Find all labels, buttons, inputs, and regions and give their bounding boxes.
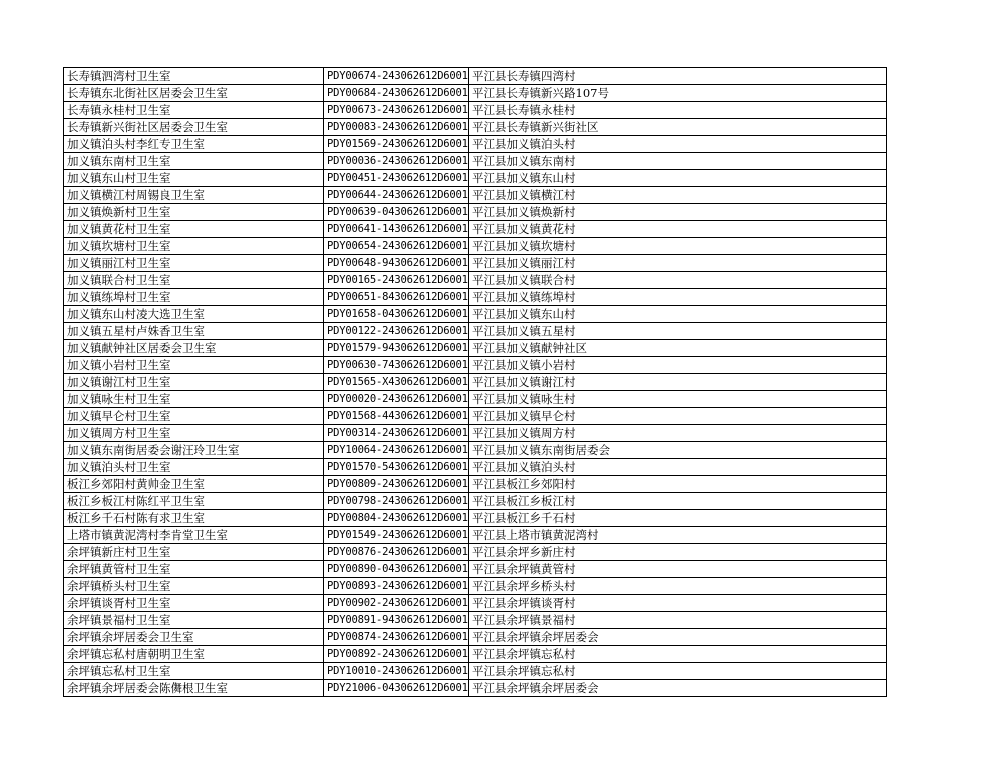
license-code-cell: PDY00891-943062612D6001 bbox=[324, 612, 469, 629]
table-row bbox=[64, 612, 887, 629]
license-code-cell: PDY00684-243062612D6001 bbox=[324, 85, 469, 102]
table-body bbox=[64, 68, 887, 697]
table-row bbox=[64, 680, 887, 697]
address-cell: 平江县加义镇东南村 bbox=[469, 153, 887, 170]
license-code-cell: PDY00648-943062612D6001 bbox=[324, 255, 469, 272]
address-cell: 平江县余坪乡新庄村 bbox=[469, 544, 887, 561]
address-cell: 平江县余坪镇余坪居委会 bbox=[469, 680, 887, 697]
clinic-name-cell: 加义镇东山村凌大选卫生室 bbox=[64, 306, 324, 323]
address-cell: 平江县余坪乡桥头村 bbox=[469, 578, 887, 595]
address-cell: 平江县加义镇横江村 bbox=[469, 187, 887, 204]
address-cell: 平江县加义镇坎塘村 bbox=[469, 238, 887, 255]
clinic-name-cell: 加义镇练埠村卫生室 bbox=[64, 289, 324, 306]
address-cell: 平江县板江乡郊阳村 bbox=[469, 476, 887, 493]
table-row bbox=[64, 476, 887, 493]
table-row bbox=[64, 153, 887, 170]
license-code-cell: PDY00674-243062612D6001 bbox=[324, 68, 469, 85]
table-row bbox=[64, 204, 887, 221]
license-code-cell: PDY10010-243062612D6001 bbox=[324, 663, 469, 680]
clinic-name-cell: 加义镇泊头村李红专卫生室 bbox=[64, 136, 324, 153]
clinic-name-cell: 余坪镇余坪居委会陈儛根卫生室 bbox=[64, 680, 324, 697]
address-cell: 平江县余坪镇谈胥村 bbox=[469, 595, 887, 612]
license-code-cell: PDY01569-243062612D6001 bbox=[324, 136, 469, 153]
address-cell: 平江县加义镇咏生村 bbox=[469, 391, 887, 408]
table-row bbox=[64, 578, 887, 595]
license-code-cell: PDY00641-143062612D6001 bbox=[324, 221, 469, 238]
table-row bbox=[64, 238, 887, 255]
table-row bbox=[64, 340, 887, 357]
clinic-name-cell: 加义镇黄花村卫生室 bbox=[64, 221, 324, 238]
address-cell: 平江县加义镇谢江村 bbox=[469, 374, 887, 391]
address-cell: 平江县加义镇东山村 bbox=[469, 306, 887, 323]
address-cell: 平江县加义镇东南街居委会 bbox=[469, 442, 887, 459]
table-row bbox=[64, 170, 887, 187]
address-cell: 平江县加义镇泊头村 bbox=[469, 136, 887, 153]
clinic-name-cell: 板江乡千石村陈有求卫生室 bbox=[64, 510, 324, 527]
table-row bbox=[64, 357, 887, 374]
table-row bbox=[64, 374, 887, 391]
license-code-cell: PDY00639-043062612D6001 bbox=[324, 204, 469, 221]
table-row bbox=[64, 493, 887, 510]
table-row bbox=[64, 561, 887, 578]
license-code-cell: PDY00165-243062612D6001 bbox=[324, 272, 469, 289]
table-row bbox=[64, 391, 887, 408]
license-code-cell: PDY00020-243062612D6001 bbox=[324, 391, 469, 408]
clinic-name-cell: 加义镇联合村卫生室 bbox=[64, 272, 324, 289]
table-row bbox=[64, 221, 887, 238]
address-cell: 平江县加义镇焕新村 bbox=[469, 204, 887, 221]
license-code-cell: PDY00798-243062612D6001 bbox=[324, 493, 469, 510]
address-cell: 平江县长寿镇永桂村 bbox=[469, 102, 887, 119]
license-code-cell: PDY00804-243062612D6001 bbox=[324, 510, 469, 527]
clinic-name-cell: 加义镇东南街居委会谢汪玲卫生室 bbox=[64, 442, 324, 459]
clinic-name-cell: 余坪镇余坪居委会卫生室 bbox=[64, 629, 324, 646]
address-cell: 平江县长寿镇新兴路107号 bbox=[469, 85, 887, 102]
table-row bbox=[64, 102, 887, 119]
table-row bbox=[64, 68, 887, 85]
clinic-name-cell: 余坪镇桥头村卫生室 bbox=[64, 578, 324, 595]
table-row bbox=[64, 119, 887, 136]
table-row bbox=[64, 272, 887, 289]
address-cell: 平江县长寿镇新兴街社区 bbox=[469, 119, 887, 136]
table-row bbox=[64, 510, 887, 527]
table-row bbox=[64, 663, 887, 680]
clinic-name-cell: 加义镇东南村卫生室 bbox=[64, 153, 324, 170]
clinic-name-cell: 上塔市镇黄泥湾村李肯堂卫生室 bbox=[64, 527, 324, 544]
clinic-name-cell: 加义镇五星村卢姝香卫生室 bbox=[64, 323, 324, 340]
table-row bbox=[64, 255, 887, 272]
clinic-name-cell: 板江乡郊阳村黄帅金卫生室 bbox=[64, 476, 324, 493]
address-cell: 平江县长寿镇四湾村 bbox=[469, 68, 887, 85]
license-code-cell: PDY00036-243062612D6001 bbox=[324, 153, 469, 170]
license-code-cell: PDY00809-243062612D6001 bbox=[324, 476, 469, 493]
table-row bbox=[64, 595, 887, 612]
clinic-name-cell: 板江乡板江村陈红平卫生室 bbox=[64, 493, 324, 510]
clinic-list-table bbox=[63, 67, 887, 697]
clinic-name-cell: 加义镇咏生村卫生室 bbox=[64, 391, 324, 408]
address-cell: 平江县加义镇周方村 bbox=[469, 425, 887, 442]
clinic-name-cell: 余坪镇新庄村卫生室 bbox=[64, 544, 324, 561]
license-code-cell: PDY00451-243062612D6001 bbox=[324, 170, 469, 187]
address-cell: 平江县加义镇献钟社区 bbox=[469, 340, 887, 357]
license-code-cell: PDY00122-243062612D6001 bbox=[324, 323, 469, 340]
license-code-cell: PDY00893-243062612D6001 bbox=[324, 578, 469, 595]
table-row bbox=[64, 459, 887, 476]
table-row bbox=[64, 323, 887, 340]
address-cell: 平江县加义镇联合村 bbox=[469, 272, 887, 289]
address-cell: 平江县余坪镇黄管村 bbox=[469, 561, 887, 578]
table-row bbox=[64, 527, 887, 544]
table-row bbox=[64, 442, 887, 459]
clinic-name-cell: 长寿镇新兴街社区居委会卫生室 bbox=[64, 119, 324, 136]
address-cell: 平江县余坪镇忘私村 bbox=[469, 646, 887, 663]
license-code-cell: PDY00083-243062612D6001 bbox=[324, 119, 469, 136]
table-row bbox=[64, 646, 887, 663]
clinic-name-cell: 余坪镇忘私村卫生室 bbox=[64, 663, 324, 680]
table-row bbox=[64, 408, 887, 425]
license-code-cell: PDY00654-243062612D6001 bbox=[324, 238, 469, 255]
address-cell: 平江县余坪镇景福村 bbox=[469, 612, 887, 629]
clinic-name-cell: 余坪镇忘私村唐朝明卫生室 bbox=[64, 646, 324, 663]
address-cell: 平江县加义镇丽江村 bbox=[469, 255, 887, 272]
address-cell: 平江县加义镇小岩村 bbox=[469, 357, 887, 374]
table-row bbox=[64, 629, 887, 646]
address-cell: 平江县加义镇练埠村 bbox=[469, 289, 887, 306]
license-code-cell: PDY01565-X43062612D6001 bbox=[324, 374, 469, 391]
license-code-cell: PDY01579-943062612D6001 bbox=[324, 340, 469, 357]
license-code-cell: PDY01658-043062612D6001 bbox=[324, 306, 469, 323]
table-row bbox=[64, 425, 887, 442]
table-row bbox=[64, 544, 887, 561]
license-code-cell: PDY00314-243062612D6001 bbox=[324, 425, 469, 442]
table-row bbox=[64, 289, 887, 306]
address-cell: 平江县余坪镇余坪居委会 bbox=[469, 629, 887, 646]
license-code-cell: PDY00876-243062612D6001 bbox=[324, 544, 469, 561]
license-code-cell: PDY00651-843062612D6001 bbox=[324, 289, 469, 306]
address-cell: 平江县加义镇五星村 bbox=[469, 323, 887, 340]
clinic-name-cell: 加义镇泊头村卫生室 bbox=[64, 459, 324, 476]
clinic-name-cell: 加义镇东山村卫生室 bbox=[64, 170, 324, 187]
license-code-cell: PDY10064-243062612D6001 bbox=[324, 442, 469, 459]
address-cell: 平江县加义镇泊头村 bbox=[469, 459, 887, 476]
table-row bbox=[64, 306, 887, 323]
license-code-cell: PDY00890-043062612D6001 bbox=[324, 561, 469, 578]
clinic-name-cell: 余坪镇谈胥村卫生室 bbox=[64, 595, 324, 612]
clinic-name-cell: 加义镇早仑村卫生室 bbox=[64, 408, 324, 425]
clinic-name-cell: 余坪镇景福村卫生室 bbox=[64, 612, 324, 629]
address-cell: 平江县余坪镇忘私村 bbox=[469, 663, 887, 680]
license-code-cell: PDY01568-443062612D6001 bbox=[324, 408, 469, 425]
license-code-cell: PDY00892-243062612D6001 bbox=[324, 646, 469, 663]
clinic-name-cell: 加义镇周方村卫生室 bbox=[64, 425, 324, 442]
license-code-cell: PDY01549-243062612D6001 bbox=[324, 527, 469, 544]
clinic-name-cell: 加义镇焕新村卫生室 bbox=[64, 204, 324, 221]
address-cell: 平江县板江乡板江村 bbox=[469, 493, 887, 510]
clinic-name-cell: 加义镇小岩村卫生室 bbox=[64, 357, 324, 374]
license-code-cell: PDY00644-243062612D6001 bbox=[324, 187, 469, 204]
address-cell: 平江县加义镇东山村 bbox=[469, 170, 887, 187]
address-cell: 平江县板江乡千石村 bbox=[469, 510, 887, 527]
license-code-cell: PDY01570-543062612D6001 bbox=[324, 459, 469, 476]
address-cell: 平江县加义镇黄花村 bbox=[469, 221, 887, 238]
clinic-name-cell: 长寿镇东北街社区居委会卫生室 bbox=[64, 85, 324, 102]
clinic-name-cell: 加义镇坎塘村卫生室 bbox=[64, 238, 324, 255]
address-cell: 平江县加义镇早仑村 bbox=[469, 408, 887, 425]
clinic-name-cell: 余坪镇黄管村卫生室 bbox=[64, 561, 324, 578]
clinic-name-cell: 长寿镇永桂村卫生室 bbox=[64, 102, 324, 119]
clinic-name-cell: 长寿镇泗湾村卫生室 bbox=[64, 68, 324, 85]
clinic-name-cell: 加义镇献钟社区居委会卫生室 bbox=[64, 340, 324, 357]
table-row bbox=[64, 187, 887, 204]
license-code-cell: PDY00902-243062612D6001 bbox=[324, 595, 469, 612]
address-cell: 平江县上塔市镇黄泥湾村 bbox=[469, 527, 887, 544]
clinic-name-cell: 加义镇横江村周锡良卫生室 bbox=[64, 187, 324, 204]
table-row bbox=[64, 85, 887, 102]
license-code-cell: PDY00874-243062612D6001 bbox=[324, 629, 469, 646]
table-row bbox=[64, 136, 887, 153]
clinic-name-cell: 加义镇谢江村卫生室 bbox=[64, 374, 324, 391]
clinic-name-cell: 加义镇丽江村卫生室 bbox=[64, 255, 324, 272]
license-code-cell: PDY21006-043062612D6001 bbox=[324, 680, 469, 697]
license-code-cell: PDY00630-743062612D6001 bbox=[324, 357, 469, 374]
license-code-cell: PDY00673-243062612D6001 bbox=[324, 102, 469, 119]
